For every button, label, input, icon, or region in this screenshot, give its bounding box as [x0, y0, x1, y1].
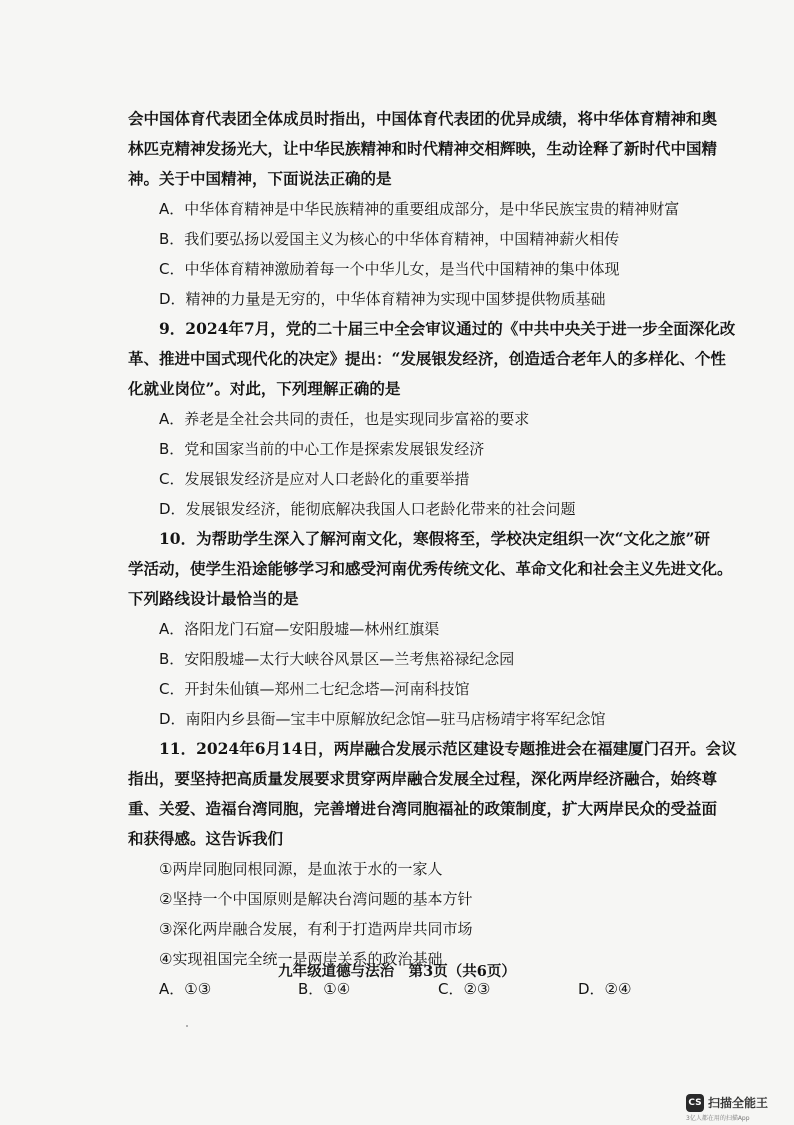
q10-line-2: 学活动，使学生沿途能够学习和感受河南优秀传统文化、革命文化和社会主义先进文化。 — [128, 559, 733, 578]
q10-line-1: 10．为帮助学生深入了解河南文化，寒假将至，学校决定组织一次“文化之旅”研 — [159, 529, 710, 548]
q11-choice-b: B．①④ — [298, 980, 351, 998]
q10-option-a: A．洛阳龙门石窟—安阳殷墟—林州红旗渠 — [159, 620, 440, 638]
q9-option-a: A．养老是全社会共同的责任，也是实现同步富裕的要求 — [159, 410, 530, 428]
q11-line-1: 11．2024年6月14日，两岸融合发展示范区建设专题推进会在福建厦门召开。会议 — [159, 739, 737, 758]
watermark-title: 扫描全能王 — [708, 1096, 769, 1110]
q11-choice-a: A．①③ — [159, 980, 212, 998]
q11-choice-d: D．②④ — [578, 980, 632, 998]
q9-line-1: 9．2024年7月，党的二十届三中全会审议通过的《中共中央关于进一步全面深化改 — [159, 319, 736, 338]
q11-statement-4: ④实现祖国完全统一是两岸关系的政治基础 — [159, 950, 443, 968]
q8-option-a: A．中华体育精神是中华民族精神的重要组成部分，是中华民族宝贵的精神财富 — [159, 200, 680, 218]
watermark-subtitle: 3亿人都在用的扫描App — [686, 1115, 750, 1122]
q11-line-3: 重、关爱、造福台湾同胞，完善增进台湾同胞福祉的政策制度，扩大两岸民众的受益面 — [128, 799, 718, 818]
q10-option-b: B．安阳殷墟—太行大峡谷风景区—兰考焦裕禄纪念园 — [159, 650, 515, 668]
q8-line-1: 会中国体育代表团全体成员时指出，中国体育代表团的优异成绩，将中华体育精神和奥 — [128, 109, 718, 128]
q10-line-3: 下列路线设计最恰当的是 — [128, 589, 299, 608]
page-footer: 九年级道德与法治 第3页（共6页） — [278, 963, 516, 980]
q11-line-2: 指出，要坚持把高质量发展要求贯穿两岸融合发展全过程，深化两岸经济融合，始终尊 — [128, 769, 718, 788]
q9-option-b: B．党和国家当前的中心工作是探索发展银发经济 — [159, 440, 485, 458]
q8-option-b: B．我们要弘扬以爱国主义为核心的中华体育精神，中国精神薪火相传 — [159, 230, 620, 248]
scanner-watermark — [686, 1094, 786, 1120]
q8-line-3: 神。关于中国精神，下面说法正确的是 — [128, 169, 392, 188]
q11-statement-2: ②坚持一个中国原则是解决台湾问题的基本方针 — [159, 890, 473, 908]
q8-option-d: D．精神的力量是无穷的，中华体育精神为实现中国梦提供物质基础 — [159, 290, 606, 308]
q8-option-c: C．中华体育精神激励着每一个中华儿女，是当代中国精神的集中体现 — [159, 260, 620, 278]
question-content — [128, 104, 737, 1004]
q10-option-c: C．开封朱仙镇—郑州二七纪念塔—河南科技馆 — [159, 680, 470, 698]
q9-option-c: C．发展银发经济是应对人口老龄化的重要举措 — [159, 470, 470, 488]
q9-option-d: D．发展银发经济，能彻底解决我国人口老龄化带来的社会问题 — [159, 500, 576, 518]
q11-statement-3: ③深化两岸融合发展，有利于打造两岸共同市场 — [159, 920, 473, 938]
scan-speck — [186, 1025, 188, 1027]
q10-option-d: D．南阳内乡县衙—宝丰中原解放纪念馆—驻马店杨靖宇将军纪念馆 — [159, 710, 606, 728]
q8-line-2: 林匹克精神发扬光大，让中华民族精神和时代精神交相辉映，生动诠释了新时代中国精 — [128, 139, 718, 158]
q11-choice-c: C．②③ — [438, 980, 491, 998]
camscanner-logo-icon: CS — [686, 1094, 704, 1112]
q9-line-2: 革、推进中国式现代化的决定》提出：“发展银发经济，创造适合老年人的多样化、个性 — [128, 349, 726, 368]
q11-line-4: 和获得感。这告诉我们 — [128, 829, 284, 848]
q11-statement-1: ①两岸同胞同根同源，是血浓于水的一家人 — [159, 860, 443, 878]
q9-line-3: 化就业岗位”。对此，下列理解正确的是 — [128, 379, 401, 398]
